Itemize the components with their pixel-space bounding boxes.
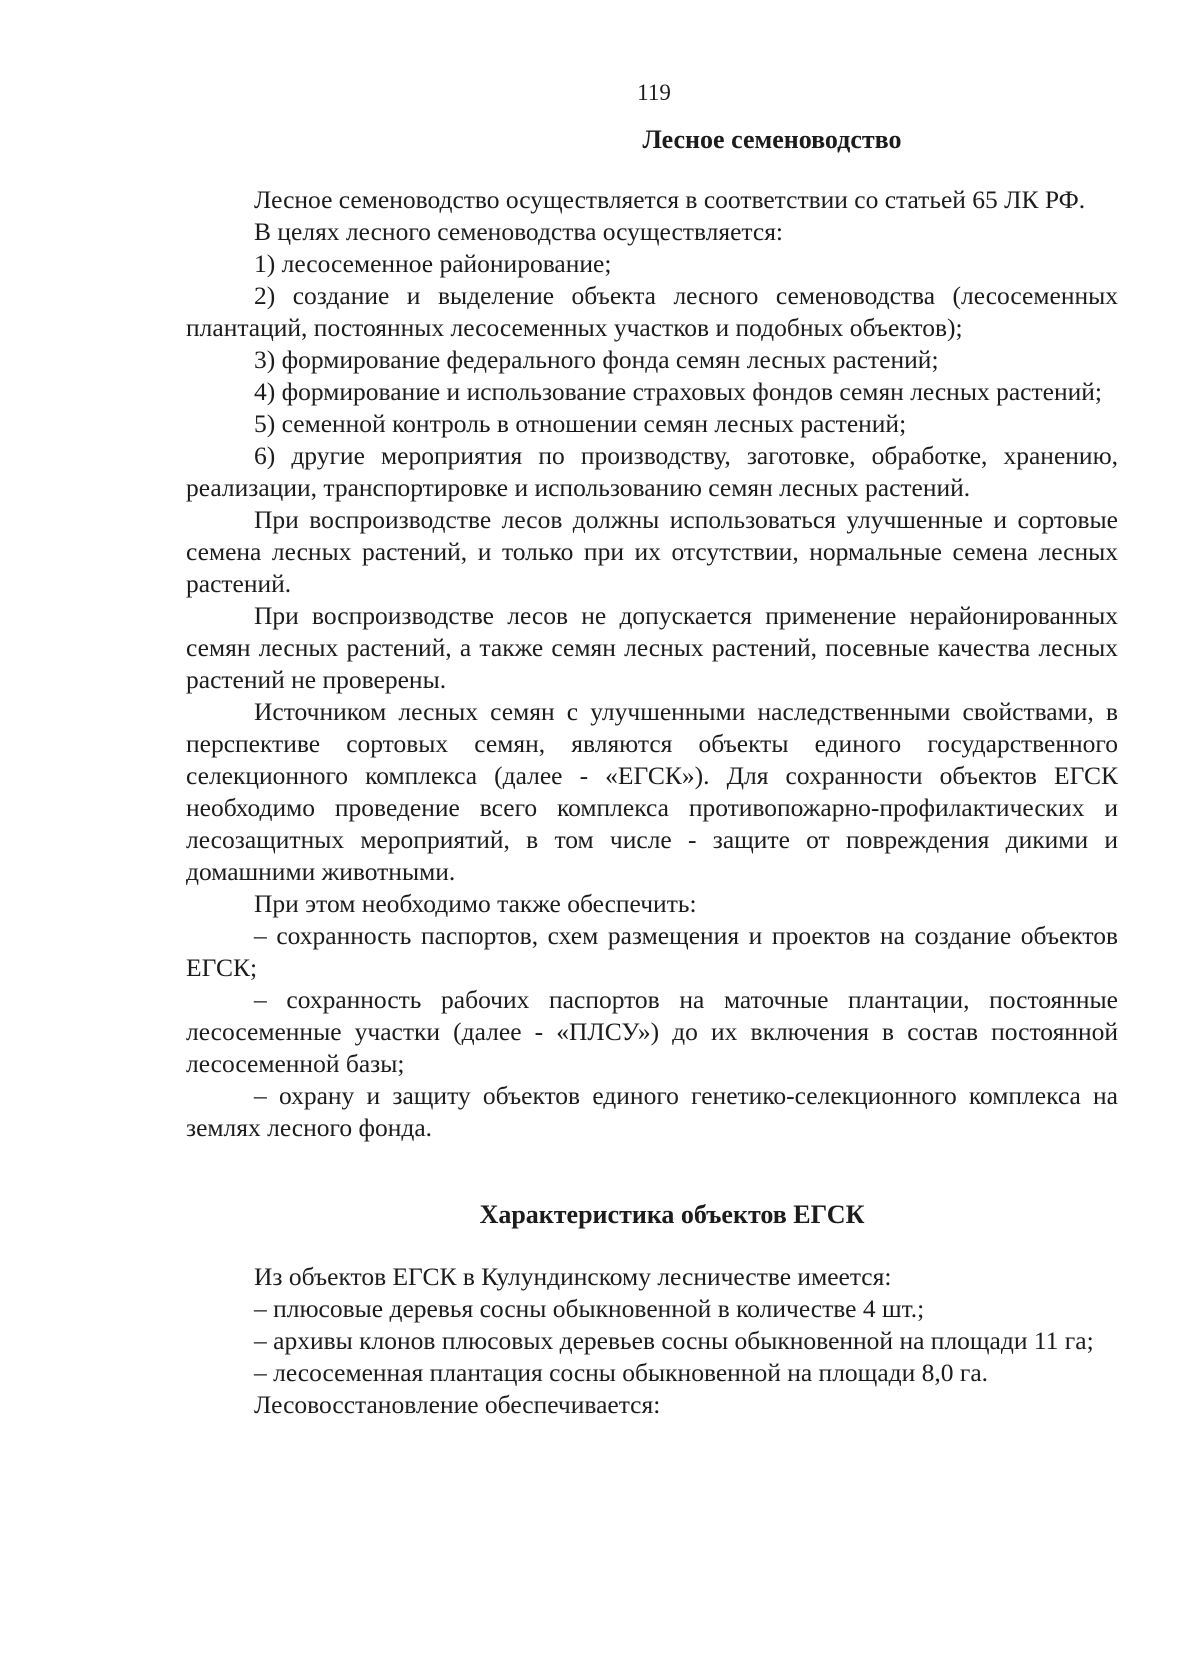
paragraph: Лесовосстановление обеспечивается: xyxy=(254,1390,661,1419)
document-body xyxy=(186,184,1118,1421)
list-item: – охрану и защиту объектов единого генетико-селекционного комплекса на землях лесного фонда. xyxy=(186,1081,1118,1142)
paragraph: При воспроизводстве лесов не допускается применение нерайонированных семян лесных растений, а также семян лесных растений, посевные качества лесных растений не проверены. xyxy=(186,601,1118,694)
spacer xyxy=(186,1144,1118,1199)
paragraph: Из объектов ЕГСК в Кулундинскому лесничестве имеется: xyxy=(254,1262,892,1291)
paragraph: При воспроизводстве лесов должны использоваться улучшенные и сортовые семена лесных растений, и только при их отсутствии, нормальные семена лесных растений. xyxy=(186,505,1118,598)
paragraph: Лесное семеноводство осуществляется в соответствии со статьей 65 ЛК РФ. xyxy=(254,185,1086,214)
paragraph: В целях лесного семеноводства осуществляется: xyxy=(254,217,784,246)
page-number: 119 xyxy=(637,80,671,105)
list-item: – архивы клонов плюсовых деревьев сосны обыкновенной на площади 11 га; xyxy=(254,1326,1094,1355)
section-heading-forest-seed-production: Лесное семеноводство xyxy=(642,125,902,154)
list-item: – сохранность рабочих паспортов на маточные плантации, постоянные лесосеменные участки (далее - «ПЛСУ») до их включения в состав постоянной лесосеменной базы; xyxy=(186,985,1118,1078)
section-heading-egsk-objects: Характеристика объектов ЕГСК xyxy=(479,1200,865,1229)
list-item: 2) создание и выделение объекта лесного семеноводства (лесосеменных плантаций, постоянных лесосеменных участков и подобных объектов); xyxy=(186,281,1118,342)
list-item: – сохранность паспортов, схем размещения и проектов на создание объектов ЕГСК; xyxy=(186,921,1118,982)
list-item: 6) другие мероприятия по производству, заготовке, обработке, хранению, реализации, транспортировке и использованию семян лесных растений. xyxy=(186,441,1118,502)
paragraph: Источником лесных семян с улучшенными наследственными свойствами, в перспективе сортовых семян, являются объекты единого государственного селекционного комплекса (далее - «ЕГСК»). Для сохранности объектов ЕГСК необходимо проведение всего комплекса противопожарно-профилактических и лесозащитных мероприятий, в том числе - защите от повреждения дикими и домашними животными. xyxy=(186,697,1118,886)
list-item: – лесосеменная плантация сосны обыкновенной на площади 8,0 га. xyxy=(254,1358,989,1387)
spacer xyxy=(186,1231,1118,1261)
list-item: 3) формирование федерального фонда семян лесных растений; xyxy=(254,345,939,374)
list-item: 4) формирование и использование страховых фондов семян лесных растений; xyxy=(254,377,1102,406)
list-item: 1) лесосеменное районирование; xyxy=(254,249,612,278)
paragraph: При этом необходимо также обеспечить: xyxy=(254,889,697,918)
list-item: – плюсовые деревья сосны обыкновенной в количестве 4 шт.; xyxy=(254,1294,925,1323)
list-item: 5) семенной контроль в отношении семян лесных растений; xyxy=(254,409,907,438)
